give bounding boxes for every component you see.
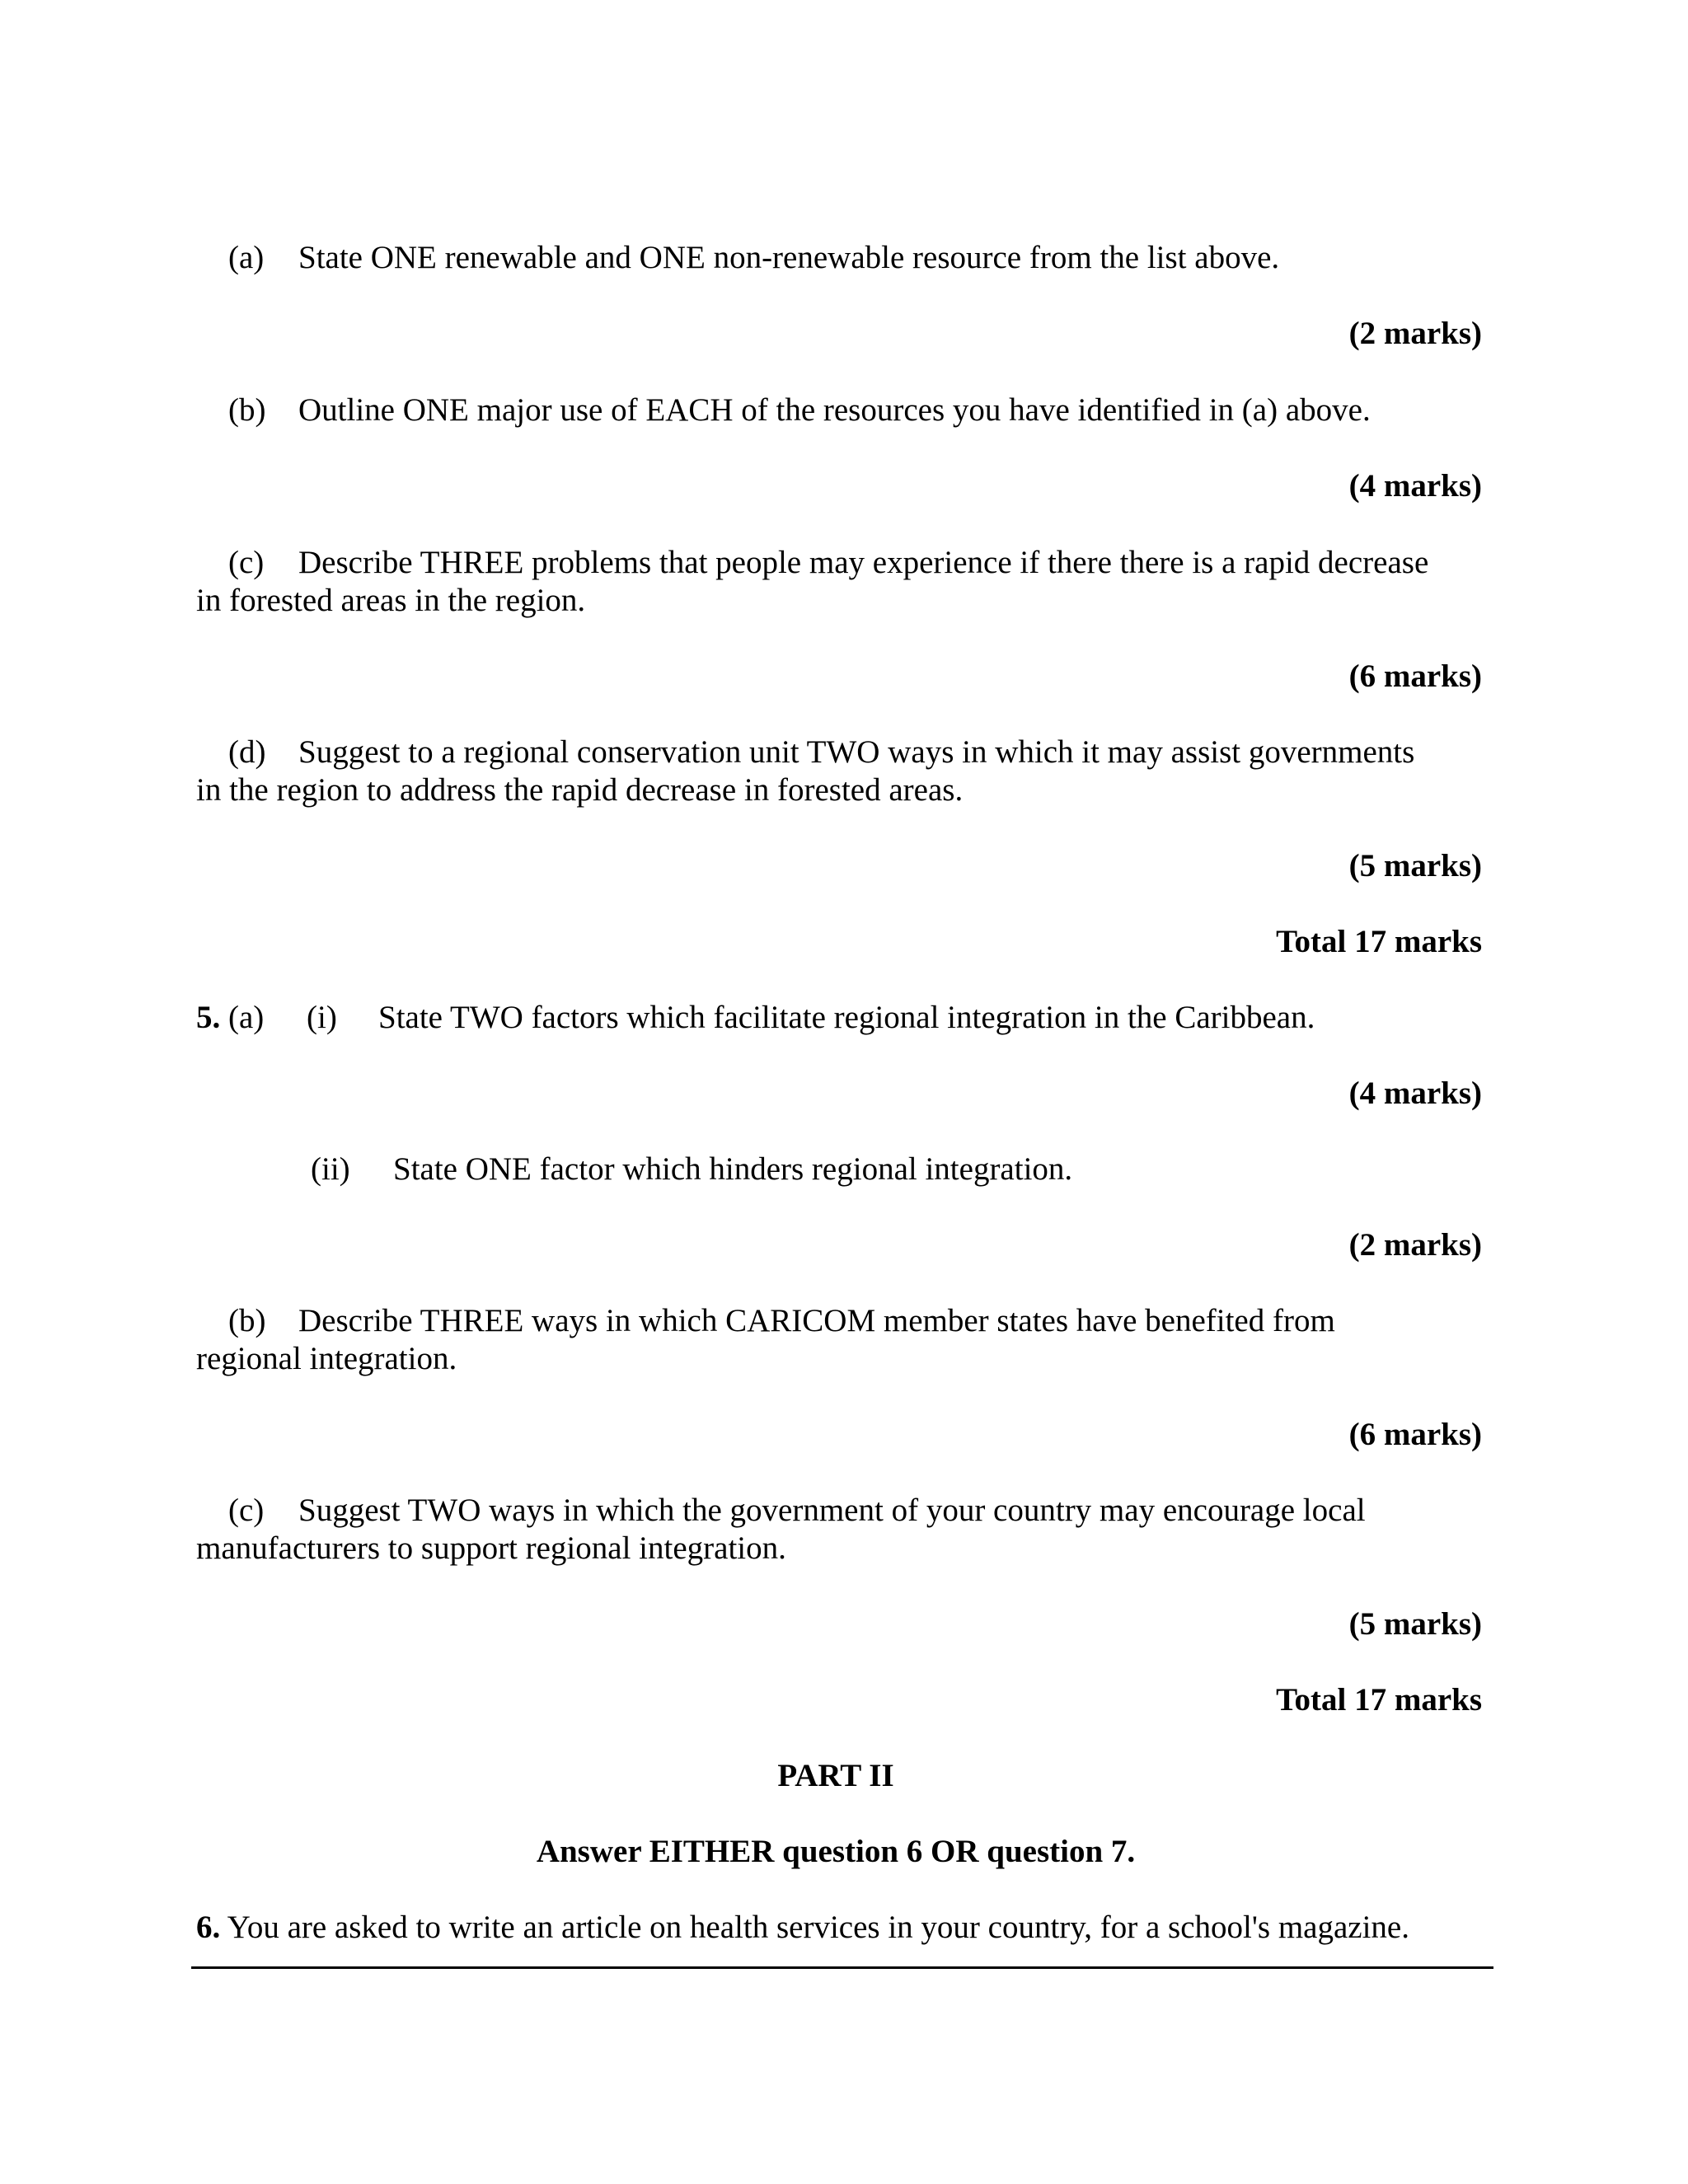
q5-part-c: [228, 1492, 1366, 1530]
q5-b-text-line1: Describe THREE ways in which CARICOM member states have benefited from: [298, 1303, 1335, 1338]
q5-part-b: [228, 1302, 1335, 1340]
q4-b-marks: (4 marks): [1348, 468, 1482, 504]
q5-b-text-line2: regional integration.: [196, 1341, 457, 1376]
q5-b-label: (b): [228, 1303, 266, 1338]
q5-part-a-ii: [311, 1151, 1072, 1188]
q5-a-ii-marks: (2 marks): [1348, 1227, 1482, 1263]
q4-d-marks: (5 marks): [1348, 848, 1482, 883]
q5-a-i-text: State TWO factors which facilitate regional integration in the Caribbean.: [378, 1000, 1315, 1035]
q4-c-text-line2: in forested areas in the region.: [196, 583, 586, 618]
q5-c-text-line2: manufacturers to support regional integration.: [196, 1530, 786, 1566]
q4-a-label: (a): [228, 240, 265, 275]
q4-part-b: [228, 391, 1371, 429]
q4-b-label: (b): [228, 392, 266, 428]
q5-a-ii-label: (ii): [311, 1151, 350, 1187]
q5-a-ii-text: State ONE factor which hinders regional integration.: [393, 1151, 1073, 1187]
q5-c-text-line1: Suggest TWO ways in which the government of your country may encourage local: [298, 1493, 1366, 1528]
q5-part-a-i: [196, 999, 1315, 1037]
q5-total-marks: Total 17 marks: [1276, 1682, 1482, 1718]
q4-c-text-line1: Describe THREE problems that people may experience if there there is a rapid decrease: [298, 545, 1429, 580]
q4-part-c: [228, 544, 1428, 582]
q5-a-i-label: (i): [307, 1000, 337, 1035]
q5-number: 5.: [196, 1000, 221, 1035]
q4-d-label: (d): [228, 734, 266, 770]
q4-total-marks: Total 17 marks: [1276, 924, 1482, 959]
q4-a-marks: (2 marks): [1348, 316, 1482, 351]
q5-a-i-marks: (4 marks): [1348, 1076, 1482, 1111]
q5-c-label: (c): [228, 1493, 265, 1528]
q4-c-marks: (6 marks): [1348, 658, 1482, 694]
q4-b-text: Outline ONE major use of EACH of the resources you have identified in (a) above.: [298, 392, 1371, 428]
bottom-rule: [191, 1966, 1493, 1969]
part2-heading: PART II: [777, 1758, 894, 1793]
q4-d-text-line2: in the region to address the rapid decrease in forested areas.: [196, 772, 964, 808]
q4-a-text: State ONE renewable and ONE non-renewable resource from the list above.: [298, 240, 1280, 275]
q6-line: [196, 1909, 1409, 1947]
part2-instruction: Answer EITHER question 6 OR question 7.: [536, 1834, 1136, 1869]
q4-d-text-line1: Suggest to a regional conservation unit TWO ways in which it may assist governments: [298, 734, 1415, 770]
q5-b-marks: (6 marks): [1348, 1417, 1482, 1452]
q4-c-label: (c): [228, 545, 265, 580]
q6-number: 6.: [196, 1910, 221, 1945]
q5-a-label: (a): [228, 1000, 265, 1035]
q5-c-marks: (5 marks): [1348, 1606, 1482, 1642]
q4-part-a: [228, 239, 1279, 277]
q6-text: You are asked to write an article on health services in your country, for a school's magazine.: [227, 1910, 1409, 1945]
q4-part-d: [228, 733, 1414, 771]
